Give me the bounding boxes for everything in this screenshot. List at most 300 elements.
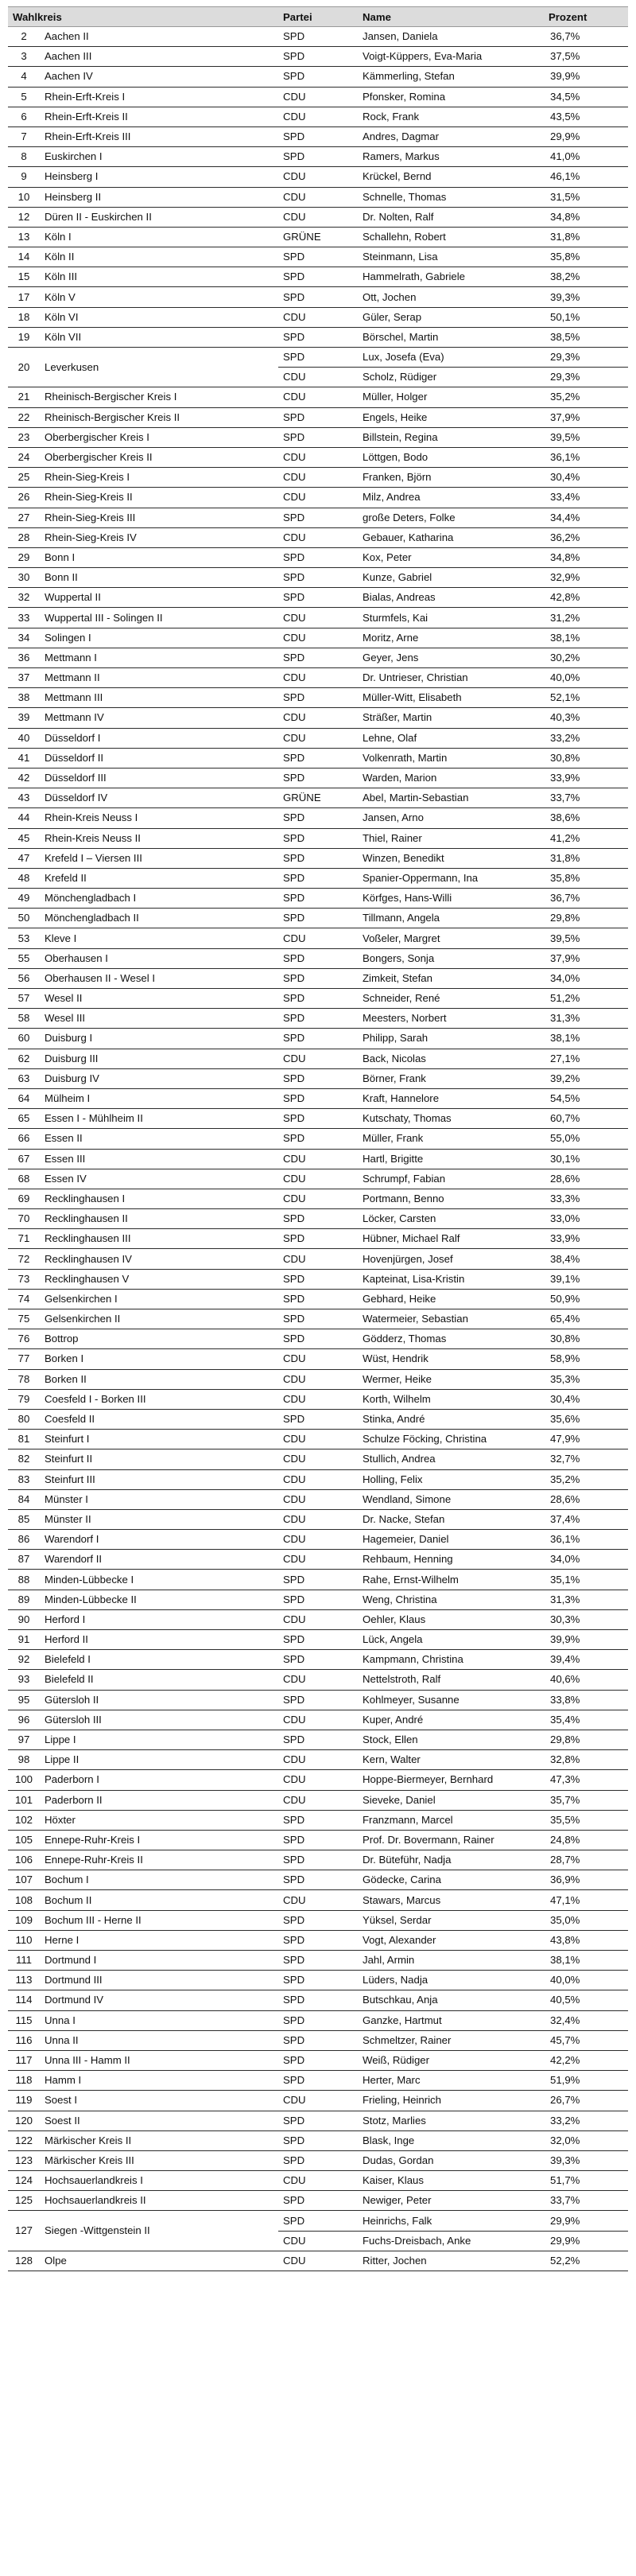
cell-party: CDU — [278, 1770, 358, 1790]
cell-party: CDU — [278, 728, 358, 748]
cell-candidate: Kox, Peter — [358, 547, 544, 567]
cell-pct: 30,8% — [544, 1329, 628, 1349]
cell-pct: 39,5% — [544, 427, 628, 447]
cell-candidate: Schallehn, Robert — [358, 227, 544, 247]
cell-district: Oberbergischer Kreis II — [40, 447, 278, 467]
cell-candidate: Lux, Josefa (Eva) — [358, 348, 544, 368]
cell-district: Märkischer Kreis II — [40, 2130, 278, 2150]
cell-pct: 65,4% — [544, 1309, 628, 1329]
cell-party: SPD — [278, 1650, 358, 1670]
cell-pct: 43,5% — [544, 107, 628, 126]
table-row — [8, 126, 628, 146]
cell-party: CDU — [278, 1790, 358, 1810]
cell-district: Düsseldorf I — [40, 728, 278, 748]
cell-num: 70 — [8, 1209, 40, 1229]
cell-party: CDU — [278, 2231, 358, 2251]
cell-district: Heinsberg I — [40, 167, 278, 187]
table-row — [8, 67, 628, 87]
cell-num: 90 — [8, 1609, 40, 1629]
cell-district: Dortmund I — [40, 1951, 278, 1971]
cell-num: 15 — [8, 267, 40, 287]
cell-candidate: Prof. Dr. Bovermann, Rainer — [358, 1830, 544, 1850]
cell-district: Ennepe-Ruhr-Kreis II — [40, 1850, 278, 1870]
cell-pct: 47,9% — [544, 1430, 628, 1449]
cell-party: CDU — [278, 708, 358, 728]
cell-party: SPD — [278, 1951, 358, 1971]
cell-candidate: Nettelstroth, Ralf — [358, 1670, 544, 1690]
cell-candidate: Kutschaty, Thomas — [358, 1109, 544, 1129]
cell-district: Essen IV — [40, 1169, 278, 1189]
cell-candidate: Dr. Nolten, Ralf — [358, 207, 544, 227]
cell-party: CDU — [278, 527, 358, 547]
cell-pct: 45,7% — [544, 2030, 628, 2050]
table-row — [8, 1630, 628, 1650]
cell-district: Mettmann IV — [40, 708, 278, 728]
table-row — [8, 2091, 628, 2111]
table-row — [8, 1409, 628, 1429]
cell-candidate: Tillmann, Angela — [358, 909, 544, 928]
cell-district: Paderborn II — [40, 1790, 278, 1810]
cell-party: CDU — [278, 1389, 358, 1409]
cell-candidate: Lück, Angela — [358, 1630, 544, 1650]
cell-num: 12 — [8, 207, 40, 227]
cell-num: 115 — [8, 2010, 40, 2030]
cell-pct: 60,7% — [544, 1109, 628, 1129]
cell-party: SPD — [278, 1289, 358, 1309]
cell-pct: 40,3% — [544, 708, 628, 728]
cell-candidate: Heinrichs, Falk — [358, 2211, 544, 2231]
cell-candidate: Lüders, Nadja — [358, 1971, 544, 1990]
cell-district: Steinfurt I — [40, 1430, 278, 1449]
table-body — [8, 27, 628, 2271]
cell-district: Rhein-Kreis Neuss I — [40, 808, 278, 828]
cell-party: CDU — [278, 307, 358, 327]
cell-pct: 35,4% — [544, 1710, 628, 1730]
cell-pct: 51,7% — [544, 2171, 628, 2191]
cell-pct: 36,2% — [544, 527, 628, 547]
cell-pct: 29,9% — [544, 2211, 628, 2231]
cell-district: Aachen IV — [40, 67, 278, 87]
cell-num: 95 — [8, 1690, 40, 1710]
table-row — [8, 2251, 628, 2271]
cell-party: SPD — [278, 2071, 358, 2091]
table-row — [8, 1990, 628, 2010]
cell-num: 9 — [8, 167, 40, 187]
table-row — [8, 447, 628, 467]
cell-party: SPD — [278, 1630, 358, 1650]
cell-party: SPD — [278, 989, 358, 1009]
cell-party: CDU — [278, 2171, 358, 2191]
cell-pct: 38,2% — [544, 267, 628, 287]
table-row — [8, 1489, 628, 1509]
table-row — [8, 1830, 628, 1850]
cell-candidate: Weiß, Rüdiger — [358, 2050, 544, 2070]
cell-candidate: Hammelrath, Gabriele — [358, 267, 544, 287]
cell-num: 18 — [8, 307, 40, 327]
cell-candidate: Schmeltzer, Rainer — [358, 2030, 544, 2050]
cell-num: 108 — [8, 1890, 40, 1910]
cell-num: 122 — [8, 2130, 40, 2150]
cell-district: Recklinghausen V — [40, 1269, 278, 1289]
cell-pct: 40,0% — [544, 668, 628, 688]
table-row — [8, 527, 628, 547]
cell-party: SPD — [278, 1590, 358, 1609]
table-row — [8, 968, 628, 988]
table-row — [8, 1049, 628, 1068]
cell-party: SPD — [278, 1850, 358, 1870]
cell-district: Bochum I — [40, 1870, 278, 1890]
cell-pct: 29,9% — [544, 2231, 628, 2251]
table-row — [8, 1930, 628, 1950]
cell-num: 73 — [8, 1269, 40, 1289]
cell-pct: 35,2% — [544, 387, 628, 407]
table-row — [8, 1009, 628, 1029]
table-row — [8, 1509, 628, 1529]
cell-party: SPD — [278, 1409, 358, 1429]
cell-pct: 33,4% — [544, 488, 628, 508]
results-table — [8, 6, 628, 2271]
cell-party: SPD — [278, 1830, 358, 1850]
cell-pct: 30,4% — [544, 1389, 628, 1409]
cell-pct: 33,7% — [544, 2191, 628, 2211]
cell-num: 120 — [8, 2111, 40, 2130]
table-row — [8, 1850, 628, 1870]
cell-party: CDU — [278, 468, 358, 488]
cell-pct: 28,6% — [544, 1169, 628, 1189]
cell-num: 109 — [8, 1910, 40, 1930]
cell-party: SPD — [278, 2150, 358, 2170]
cell-party: SPD — [278, 889, 358, 909]
table-row — [8, 1730, 628, 1749]
cell-party: SPD — [278, 588, 358, 608]
cell-pct: 31,3% — [544, 1590, 628, 1609]
cell-num: 124 — [8, 2171, 40, 2191]
cell-district: Duisburg I — [40, 1029, 278, 1049]
cell-num: 117 — [8, 2050, 40, 2070]
table-row — [8, 989, 628, 1009]
cell-num: 62 — [8, 1049, 40, 1068]
cell-num: 10 — [8, 187, 40, 207]
cell-pct: 30,3% — [544, 1609, 628, 1629]
cell-candidate: Butschkau, Anja — [358, 1990, 544, 2010]
cell-party: SPD — [278, 1309, 358, 1329]
cell-candidate: Sträßer, Martin — [358, 708, 544, 728]
cell-pct: 33,2% — [544, 728, 628, 748]
cell-candidate: Pfonsker, Romina — [358, 87, 544, 107]
table-row — [8, 1609, 628, 1629]
cell-pct: 42,8% — [544, 588, 628, 608]
table-row — [8, 2010, 628, 2030]
table-row — [8, 147, 628, 167]
cell-pct: 47,1% — [544, 1890, 628, 1910]
cell-num: 81 — [8, 1430, 40, 1449]
cell-party: CDU — [278, 608, 358, 628]
cell-candidate: Back, Nicolas — [358, 1049, 544, 1068]
cell-candidate: Yüksel, Serdar — [358, 1910, 544, 1930]
cell-pct: 29,8% — [544, 1730, 628, 1749]
cell-candidate: Kapteinat, Lisa-Kristin — [358, 1269, 544, 1289]
cell-district: Recklinghausen III — [40, 1229, 278, 1249]
cell-num: 34 — [8, 628, 40, 648]
cell-district: Mettmann I — [40, 648, 278, 667]
table-row — [8, 668, 628, 688]
cell-pct: 29,9% — [544, 126, 628, 146]
cell-num: 92 — [8, 1650, 40, 1670]
cell-pct: 32,9% — [544, 568, 628, 588]
cell-party: CDU — [278, 1249, 358, 1269]
cell-pct: 33,9% — [544, 1229, 628, 1249]
cell-candidate: Börner, Frank — [358, 1068, 544, 1088]
cell-pct: 41,2% — [544, 828, 628, 848]
cell-district: Kleve I — [40, 928, 278, 948]
cell-num: 39 — [8, 708, 40, 728]
cell-candidate: Müller, Frank — [358, 1129, 544, 1149]
table-row — [8, 828, 628, 848]
cell-party: CDU — [278, 1449, 358, 1469]
cell-district: Steinfurt II — [40, 1449, 278, 1469]
table-header — [8, 7, 628, 27]
cell-num: 6 — [8, 107, 40, 126]
table-row — [8, 688, 628, 708]
cell-num: 128 — [8, 2251, 40, 2271]
cell-pct: 50,1% — [544, 307, 628, 327]
cell-candidate: Kampmann, Christina — [358, 1650, 544, 1670]
cell-pct: 31,8% — [544, 227, 628, 247]
cell-num: 67 — [8, 1149, 40, 1169]
table-row — [8, 2071, 628, 2091]
table-row — [8, 909, 628, 928]
cell-party: CDU — [278, 167, 358, 187]
cell-candidate: Dr. Untrieser, Christian — [358, 668, 544, 688]
cell-num: 69 — [8, 1189, 40, 1208]
cell-candidate: Abel, Martin-Sebastian — [358, 788, 544, 808]
cell-num: 82 — [8, 1449, 40, 1469]
table-row — [8, 2111, 628, 2130]
cell-pct: 37,5% — [544, 47, 628, 67]
cell-district: Rhein-Kreis Neuss II — [40, 828, 278, 848]
cell-pct: 39,1% — [544, 1269, 628, 1289]
cell-num: 65 — [8, 1109, 40, 1129]
table-row — [8, 1790, 628, 1810]
cell-num: 88 — [8, 1570, 40, 1590]
table-row — [8, 1329, 628, 1349]
cell-candidate: Stullich, Andrea — [358, 1449, 544, 1469]
cell-pct: 35,8% — [544, 868, 628, 888]
cell-num: 57 — [8, 989, 40, 1009]
cell-num: 77 — [8, 1349, 40, 1369]
cell-num: 20 — [8, 348, 40, 387]
cell-pct: 34,8% — [544, 547, 628, 567]
cell-candidate: Thiel, Rainer — [358, 828, 544, 848]
cell-num: 38 — [8, 688, 40, 708]
cell-district: Münster II — [40, 1509, 278, 1529]
cell-party: CDU — [278, 1369, 358, 1389]
cell-district: Duisburg IV — [40, 1068, 278, 1088]
cell-party: SPD — [278, 2050, 358, 2070]
cell-party: CDU — [278, 1890, 358, 1910]
cell-district: Köln I — [40, 227, 278, 247]
cell-num: 25 — [8, 468, 40, 488]
table-row — [8, 1690, 628, 1710]
cell-district: Rhein-Sieg-Kreis III — [40, 508, 278, 527]
table-row — [8, 167, 628, 187]
cell-party: SPD — [278, 909, 358, 928]
cell-num: 40 — [8, 728, 40, 748]
cell-num: 89 — [8, 1590, 40, 1609]
cell-num: 14 — [8, 247, 40, 267]
cell-pct: 35,3% — [544, 1369, 628, 1389]
cell-num: 80 — [8, 1409, 40, 1429]
cell-candidate: Meesters, Norbert — [358, 1009, 544, 1029]
cell-pct: 31,2% — [544, 608, 628, 628]
cell-party: SPD — [278, 287, 358, 307]
cell-party: SPD — [278, 648, 358, 667]
cell-pct: 39,5% — [544, 928, 628, 948]
cell-district: Unna I — [40, 2010, 278, 2030]
cell-pct: 35,6% — [544, 1409, 628, 1429]
table-row — [8, 1449, 628, 1469]
cell-party: SPD — [278, 768, 358, 788]
cell-district: Köln V — [40, 287, 278, 307]
cell-party: CDU — [278, 447, 358, 467]
table-row — [8, 267, 628, 287]
cell-num: 71 — [8, 1229, 40, 1249]
cell-pct: 36,1% — [544, 1530, 628, 1550]
cell-candidate: Ritter, Jochen — [358, 2251, 544, 2271]
table-row — [8, 708, 628, 728]
table-row — [8, 1369, 628, 1389]
cell-pct: 34,8% — [544, 207, 628, 227]
cell-party: SPD — [278, 1088, 358, 1108]
cell-pct: 30,2% — [544, 648, 628, 667]
cell-party: SPD — [278, 1229, 358, 1249]
cell-pct: 39,3% — [544, 2150, 628, 2170]
cell-district: Rhein-Erft-Kreis II — [40, 107, 278, 126]
cell-num: 75 — [8, 1309, 40, 1329]
table-row — [8, 1710, 628, 1730]
cell-pct: 33,9% — [544, 768, 628, 788]
cell-num: 29 — [8, 547, 40, 567]
cell-party: CDU — [278, 1550, 358, 1570]
cell-num: 33 — [8, 608, 40, 628]
cell-pct: 52,2% — [544, 2251, 628, 2271]
cell-party: CDU — [278, 207, 358, 227]
cell-pct: 28,7% — [544, 1850, 628, 1870]
cell-candidate: große Deters, Folke — [358, 508, 544, 527]
cell-num: 5 — [8, 87, 40, 107]
cell-district: Köln VI — [40, 307, 278, 327]
cell-district: Rhein-Erft-Kreis III — [40, 126, 278, 146]
cell-pct: 32,4% — [544, 2010, 628, 2030]
cell-party: SPD — [278, 1910, 358, 1930]
cell-party: SPD — [278, 47, 358, 67]
cell-candidate: Dr. Nacke, Stefan — [358, 1509, 544, 1529]
cell-candidate: Bongers, Sonja — [358, 948, 544, 968]
cell-pct: 30,8% — [544, 748, 628, 768]
table-row — [8, 87, 628, 107]
cell-district: Recklinghausen II — [40, 1209, 278, 1229]
cell-pct: 29,3% — [544, 348, 628, 368]
header-partei: Partei — [278, 7, 358, 27]
cell-district: Olpe — [40, 2251, 278, 2271]
cell-district: Gelsenkirchen II — [40, 1309, 278, 1329]
cell-pct: 33,0% — [544, 1209, 628, 1229]
cell-candidate: Franken, Björn — [358, 468, 544, 488]
table-row — [8, 928, 628, 948]
cell-district: Soest I — [40, 2091, 278, 2111]
cell-candidate: Scholz, Rüdiger — [358, 368, 544, 387]
table-row — [8, 287, 628, 307]
cell-pct: 37,9% — [544, 948, 628, 968]
cell-candidate: Milz, Andrea — [358, 488, 544, 508]
cell-num: 56 — [8, 968, 40, 988]
cell-party: SPD — [278, 1971, 358, 1990]
cell-district: Hochsauerlandkreis I — [40, 2171, 278, 2191]
cell-candidate: Kuper, André — [358, 1710, 544, 1730]
cell-num: 30 — [8, 568, 40, 588]
cell-num: 49 — [8, 889, 40, 909]
cell-pct: 40,0% — [544, 1971, 628, 1990]
cell-party: SPD — [278, 1730, 358, 1749]
cell-candidate: Körfges, Hans-Willi — [358, 889, 544, 909]
cell-num: 37 — [8, 668, 40, 688]
table-row — [8, 1029, 628, 1049]
cell-pct: 47,3% — [544, 1770, 628, 1790]
cell-party: SPD — [278, 808, 358, 828]
cell-party: SPD — [278, 1209, 358, 1229]
cell-num: 106 — [8, 1850, 40, 1870]
cell-num: 4 — [8, 67, 40, 87]
table-row — [8, 1590, 628, 1609]
cell-candidate: Weng, Christina — [358, 1590, 544, 1609]
cell-num: 50 — [8, 909, 40, 928]
cell-pct: 35,7% — [544, 1790, 628, 1810]
cell-district: Solingen I — [40, 628, 278, 648]
cell-pct: 38,1% — [544, 1029, 628, 1049]
cell-candidate: Kraft, Hannelore — [358, 1088, 544, 1108]
table-row — [8, 1249, 628, 1269]
cell-num: 123 — [8, 2150, 40, 2170]
cell-candidate: Kunze, Gabriel — [358, 568, 544, 588]
cell-candidate: Stock, Ellen — [358, 1730, 544, 1749]
cell-district: Bielefeld II — [40, 1670, 278, 1690]
cell-district: Düsseldorf III — [40, 768, 278, 788]
cell-num: 85 — [8, 1509, 40, 1529]
table-row — [8, 387, 628, 407]
cell-district: Minden-Lübbecke I — [40, 1570, 278, 1590]
table-row — [8, 488, 628, 508]
cell-candidate: Sturmfels, Kai — [358, 608, 544, 628]
cell-candidate: Börschel, Martin — [358, 327, 544, 347]
table-row — [8, 1670, 628, 1690]
cell-candidate: Moritz, Arne — [358, 628, 544, 648]
table-row — [8, 187, 628, 207]
cell-pct: 34,5% — [544, 87, 628, 107]
cell-num: 91 — [8, 1630, 40, 1650]
cell-district: Bielefeld I — [40, 1650, 278, 1670]
cell-candidate: Spanier-Oppermann, Ina — [358, 868, 544, 888]
cell-district: Köln III — [40, 267, 278, 287]
table-row — [8, 748, 628, 768]
cell-num: 105 — [8, 1830, 40, 1850]
cell-candidate: Geyer, Jens — [358, 648, 544, 667]
cell-district: Oberbergischer Kreis I — [40, 427, 278, 447]
table-row — [8, 848, 628, 868]
table-row — [8, 588, 628, 608]
cell-pct: 36,7% — [544, 889, 628, 909]
cell-district: Rhein-Sieg-Kreis I — [40, 468, 278, 488]
cell-party: SPD — [278, 2010, 358, 2030]
